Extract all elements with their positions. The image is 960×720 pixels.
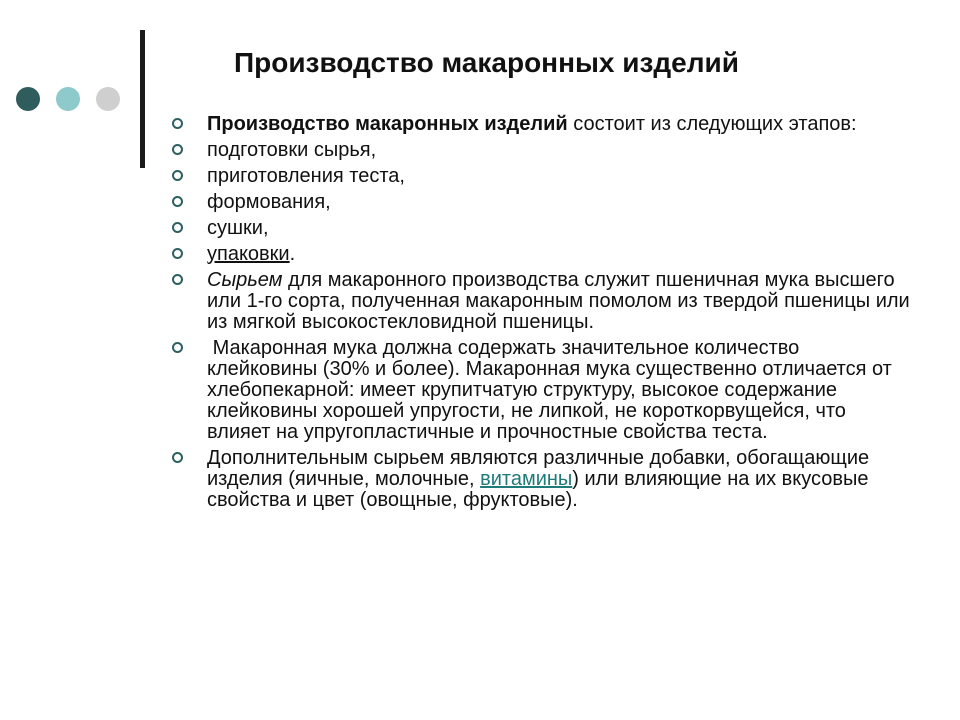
list-item-intro bbox=[170, 114, 910, 135]
intro-rest: состоит из следующих этапов: bbox=[567, 113, 857, 135]
stage-text: сушки, bbox=[207, 217, 269, 239]
list-item-stage bbox=[170, 192, 910, 213]
list-item-additives bbox=[170, 448, 910, 511]
list-item-stage bbox=[170, 140, 910, 161]
stage-text: формования, bbox=[207, 191, 331, 213]
bullet-icon bbox=[172, 342, 183, 353]
slide-content bbox=[170, 114, 910, 516]
additives-before: Дополнительным сырьем являются различные добавки, обогащающие изделия (яичные, молочные, bbox=[207, 447, 870, 490]
list-item-raw-material bbox=[170, 270, 910, 333]
bullet-icon bbox=[172, 452, 183, 463]
bullet-icon bbox=[172, 196, 183, 207]
bullet-icon bbox=[172, 274, 183, 285]
decor-dot-grey bbox=[96, 87, 120, 111]
stage-text: подготовки сырья, bbox=[207, 139, 377, 161]
vitamins-link[interactable]: витамины bbox=[480, 468, 573, 490]
slide-title: Производство макаронных изделий bbox=[234, 47, 739, 78]
list-item-stage bbox=[170, 166, 910, 187]
intro-bold: Производство макаронных изделий bbox=[207, 113, 568, 135]
bullet-icon bbox=[172, 118, 183, 129]
stage-text: приготовления теста, bbox=[207, 165, 405, 187]
list-item-flour bbox=[170, 338, 910, 443]
flour-text: Макаронная мука должна содержать значительное количество клейковины (30% и более). Макаронная мука существенно отличается от хлебопекарной: имеет крупитчатую структуру, высокое содержание клейковины хорошей упругости, не липкой, не короткорвущейся, что влияет на упругопластичные и прочностные свойства теста. bbox=[207, 337, 898, 443]
bullet-icon bbox=[172, 222, 183, 233]
decor-dot-light bbox=[56, 87, 80, 111]
stage-packaging: упаковки bbox=[207, 243, 290, 265]
bullet-icon bbox=[172, 144, 183, 155]
stage-packaging-rest: . bbox=[289, 243, 296, 265]
bullet-icon bbox=[172, 248, 183, 259]
raw-material-rest: для макаронного производства служит пшеничная мука высшего или 1-го сорта, полученная макаронным помолом из твердой пшеницы или из мягкой высокостекловидной пшеницы. bbox=[207, 269, 910, 333]
raw-material-italic: Сырьем bbox=[207, 269, 283, 291]
list-item-stage bbox=[170, 218, 910, 239]
decor-vertical-bar bbox=[140, 30, 145, 168]
list-item-stage bbox=[170, 244, 910, 265]
additives-after: ) или влияющие на их вкусовые свойства и цвет (овощные, фруктовые). bbox=[207, 468, 869, 511]
decor-dot-dark bbox=[16, 87, 40, 111]
bullet-icon bbox=[172, 170, 183, 181]
